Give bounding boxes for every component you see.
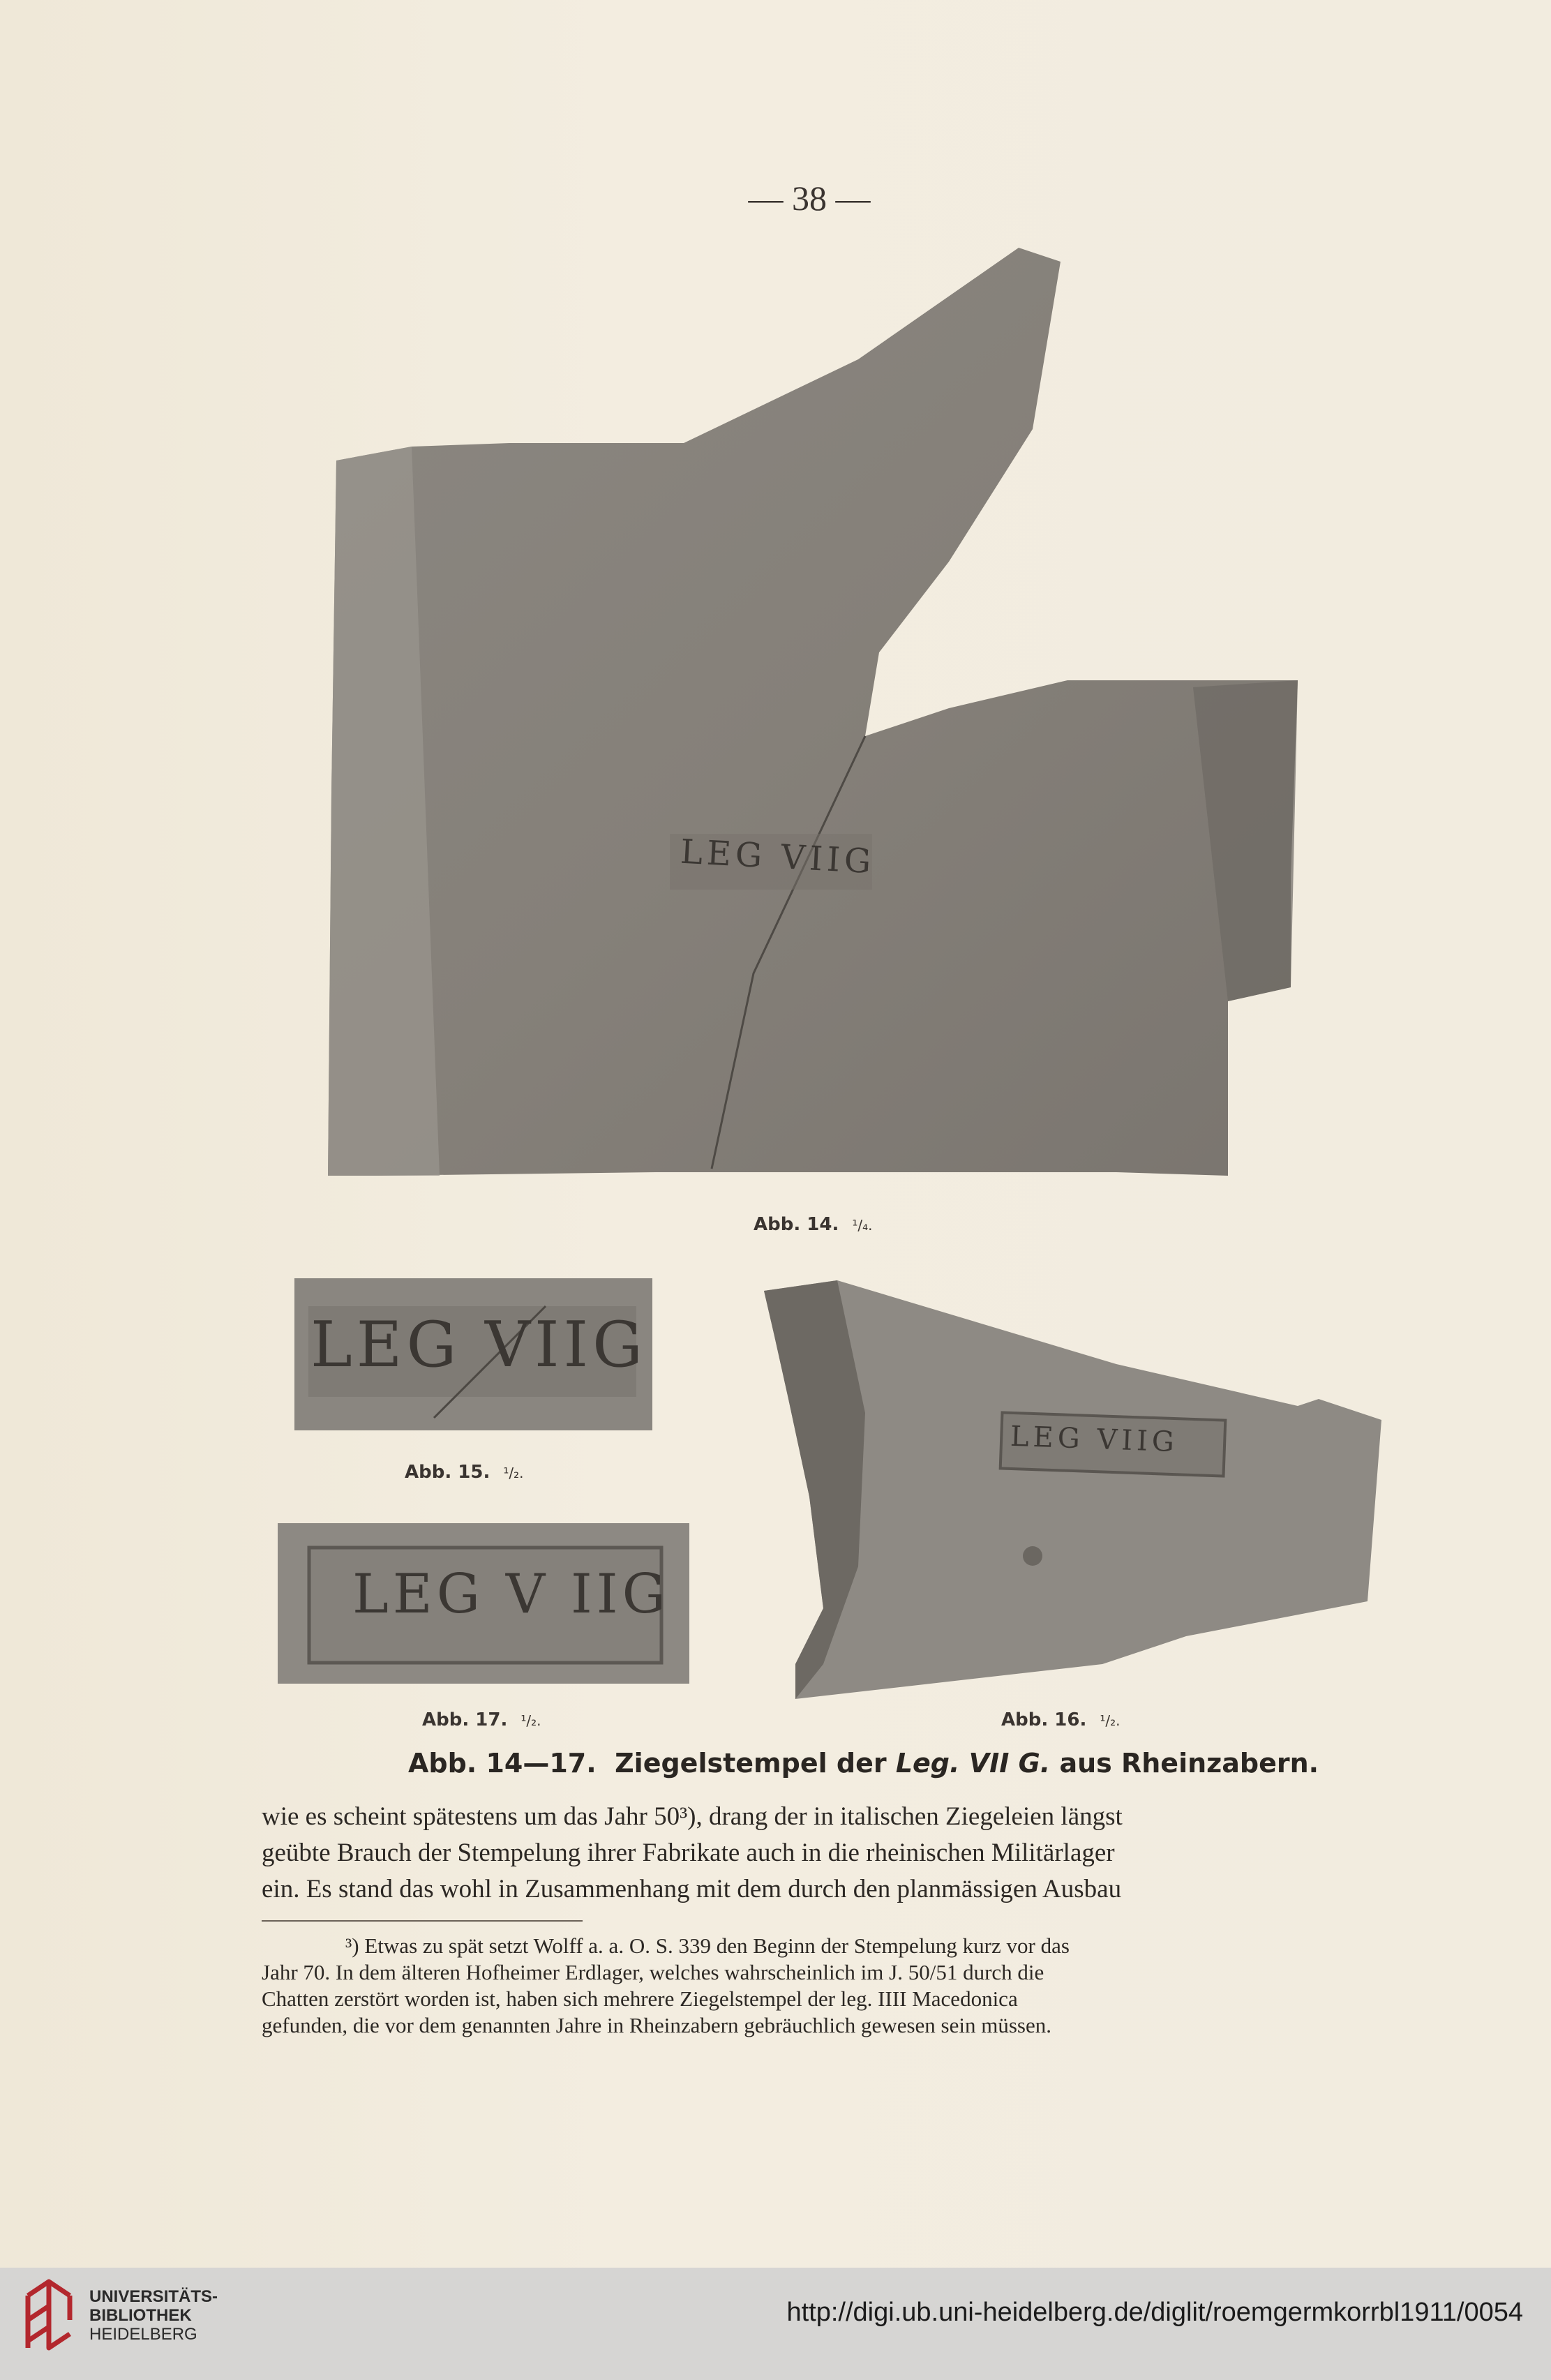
body-line: ein. Es stand das wohl in Zusammenhang mit dem durch den planmässigen Ausbau	[262, 1875, 1122, 1903]
library-name-line: HEIDELBERG	[89, 2325, 197, 2344]
abb15-stamp-inscription: LEG VIIG	[310, 1308, 647, 1382]
footnote-line: Jahr 70. In dem älteren Hofheimer Erdlager, welches wahrscheinlich im J. 50/51 durch die	[262, 1960, 1044, 1984]
body-line: wie es scheint spätestens um das Jahr 50³), drang der in italischen Ziegeleien längst	[262, 1802, 1123, 1831]
abb15-label	[405, 1462, 524, 1483]
library-name-line: UNIVERSITÄTS-	[89, 2287, 218, 2306]
abb15-scale: ¹/₂.	[503, 1465, 524, 1481]
abb17-stamp-inscription: LEG V IIG	[352, 1563, 670, 1626]
library-logo-icon	[21, 2278, 77, 2358]
caption-prefix: Abb. 14—17. Ziegelstempel der	[408, 1748, 896, 1779]
abb14-label	[754, 1214, 873, 1235]
abb17-label	[422, 1709, 541, 1730]
library-name-line: BIBLIOTHEK	[89, 2306, 192, 2325]
figures-caption	[408, 1748, 1319, 1779]
abb14-scale: ¹/₄.	[852, 1217, 873, 1234]
abb17-scale: ¹/₂.	[520, 1712, 541, 1729]
abb17-label-text: Abb. 17.	[422, 1709, 508, 1730]
page-number: — 38 —	[748, 179, 871, 218]
source-url-link[interactable]: http://digi.ub.uni-heidelberg.de/diglit/roemgermkorrbl1911/0054	[786, 2298, 1523, 2327]
body-paragraph	[262, 1799, 1399, 1908]
body-line: geübte Brauch der Stempelung ihrer Fabrikate auch in die rheinischen Militärlager	[262, 1839, 1115, 1867]
abb14-label-text: Abb. 14.	[754, 1214, 839, 1235]
abb14-stamp-inscription: LEG VIIG	[679, 832, 876, 882]
footnote-rule	[262, 1920, 583, 1922]
library-name	[89, 2287, 218, 2344]
footnote-line: Chatten zerstört worden ist, haben sich mehrere Ziegelstempel der leg. IIII Macedonica	[262, 1986, 1018, 2011]
figure-abb14-photo	[321, 234, 1347, 1204]
abb16-scale: ¹/₂.	[1100, 1712, 1121, 1729]
footnote-line: ³) Etwas zu spät setzt Wolff a. a. O. S. 339 den Beginn der Stempelung kurz vor das	[345, 1933, 1070, 1958]
caption-italic: Leg. VII G.	[895, 1748, 1051, 1779]
footnote-line: gefunden, die vor dem genannten Jahre in Rheinzabern gebräuchlich gewesen sein müssen.	[262, 2013, 1051, 2037]
abb16-label-text: Abb. 16.	[1001, 1709, 1087, 1730]
abb16-label	[1001, 1709, 1121, 1730]
footnote	[262, 1933, 1399, 2039]
figure-abb16-photo	[754, 1273, 1395, 1706]
caption-suffix: aus Rheinzabern.	[1050, 1748, 1319, 1779]
abb16-stamp-inscription: LEG VIIG	[1010, 1420, 1179, 1459]
abb15-label-text: Abb. 15.	[405, 1462, 490, 1483]
